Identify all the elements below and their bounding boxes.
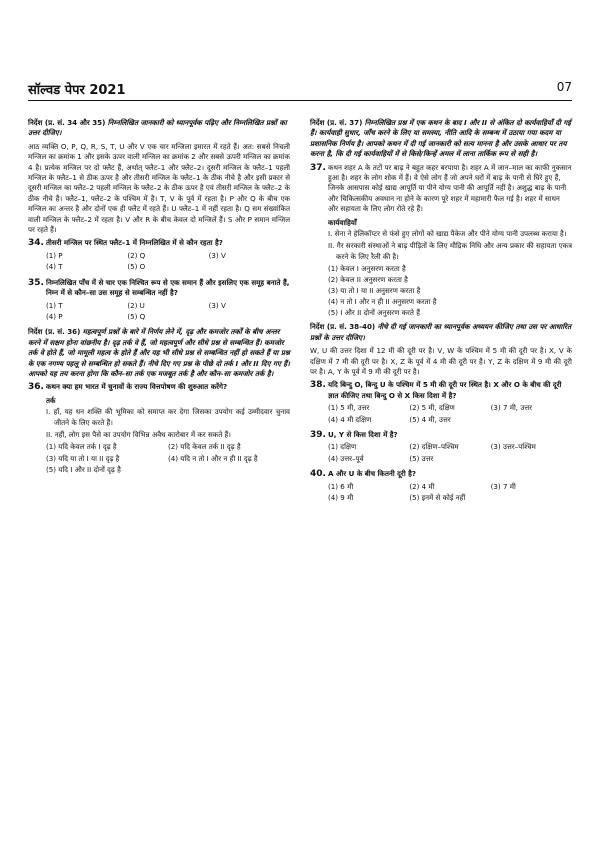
directions-label: निर्देश (प्र. सं. 36) [28,327,81,337]
question-37 [310,163,572,215]
passage-directions: W, U की उत्तर दिशा में 12 मी की दूरी पर है। V, W के पश्चिम में 5 मी की दूरी पर है। X, V के दक्षिण में 7 मी की दूरी पर है। X, Z के पूर्व में 4 मी की दूरी पर है। Y, Z के दक्षिण में 9 मी की दूरी पर है। A, Y के पूर्व में 9 मी की दूरी पर है। [310,346,572,376]
header-rule [28,100,572,101]
question-text: कथन शहर A के तटों पर बाढ़ ने बहुत कहर बरपाया है। शहर A में जान–माल का काफी नुकसान हुआ है। शहर के लोग शोक में हैं। वे ऐसे लोग हैं जो अपने घरों में बाढ़ के पानी से घिरे हुए हैं, जिनके आसपास कोई खाद्य आपूर्ति या पीने योग्य पानी की आपूर्ति नहीं है। अशुद्ध बाढ़ के पानी और चिकित्सकीय अवधान ना होने के कारण पूरे शहर में महामारी फैल गई है। शहर में साधन और सहायता के लिए लोग रोते रहे हैं। [328,162,572,214]
option: (5) उत्तर [409,453,434,463]
option: (1) 5 मी, उत्तर [328,403,370,413]
question-text: A और U के बीच कितनी दूरी है? [328,469,417,479]
options-37 [328,264,572,318]
option: (1) केवल I अनुसरण करता है [328,264,406,274]
question-number: 34. [28,238,44,249]
directions-text: निम्नलिखित जानकारी को ध्यानपूर्वक पढ़िए और निम्नलिखित प्रश्नों का उत्तर दीजिए। [28,118,287,138]
option: (3) उत्तर–पश्चिम [490,442,536,452]
option: (3) V [208,300,226,310]
question-text: तीसरी मन्जिल पर स्थित फ्लैट–1 में निम्नलिखित में से कौन रहता है? [46,238,223,248]
question-38 [310,380,572,401]
directions-text: महत्वपूर्ण प्रश्नों के बारे में निर्णय लेने में, दृढ़ और कमजोर तर्कों के बीच अन्तर करने में सक्षम होना वांछनीय है। दृढ़ तर्क वे हैं, जो महत्वपूर्ण और सीधे प्रश्न से सम्बन्धित हैं। कमजोर तर्क वे होते हैं, जो मामूली महत्व के होते हैं और यह भी सीधे प्रश्न से सम्बन्धित नहीं हो सकते हैं या प्रश्न के एक नगण्य पहलू से सम्बन्धित हो सकते हैं। नीचे दिए गए प्रश्न के पीछे दो तर्क I और II दिए गए हैं। आपको यह तय करना होगा कि कौन–सा तर्क एक मजबूत तर्क है और कौन–सा कमजोर तर्क है। [28,327,290,378]
action: I. सेना ने हेलिकॉप्टर से फंसे हुए लोगों को खाद्य पैकेज और पीने योग्य पानी उपलब्ध कराया है। [328,229,567,239]
option: (5) यदि I और II दोनों दृढ़ है [46,465,121,475]
option: (5) 4 मी, उत्तर [409,414,451,424]
passage-building: आठ व्यक्ति O, P, Q, R, S, T, U और V एक चार मन्जिला इमारत में रहते हैं। अत: सबसे निचली मन्जिल का क्रमांक 1 और इसके ऊपर वाली मन्जिल का क्रमांक 2 और सबसे ऊपरी मन्जिल का क्रमांक 4 है। प्रत्येक मन्जिल पर दो फ्लैट हैं, अर्थात् फ्लैट–1 और फ्लैट–2। दूसरी मन्जिल के फ्लैट–1 पहली मन्जिल के फ्लैट–1 से ठीक ऊपर है और तीसरी मन्जिल के फ्लैट–1 के ठीक नीचे है और इसी प्रकार से दूसरी मन्जिल का फ्लैट–2 पहली मन्जिल के फ्लैट–2 के ठीक ऊपर है एवं तीसरी मन्जिल के फ्लैट–2 के ठीक नीचे है। फ्लैट–1, फ्लैट–2 के पश्चिम में है। T, V के पूर्व में रहता है। P और Q के बीच एक मन्जिल का अन्तर है और दोनों एक ही फ्लैट में रहते हैं। U फ्लैट–1 में नहीं रहता है। Q सम संख्यांकित वाली मन्जिल के फ्लैट–2 में रहता है। V और R के बीच केवल दो मन्जिलें हैं। S और P समान मन्जिल पर रहते हैं। [28,141,290,235]
arguments-label: तर्क [46,395,56,405]
action: II. गैर सरकारी संस्थाओं ने बाढ़ पीड़ितों के लिए मौद्रिक निधि और अन्य प्रकार की सहायता एकत्र करने के लिए रैली की है। [328,241,572,261]
directions-label: निर्देश (प्र. सं. 34 और 35) [28,118,106,127]
option: (1) यदि केवल तर्क I दृढ़ है [46,442,117,452]
directions-36 [28,327,290,379]
option: (4) यदि न तो I और न ही II दृढ़ है [168,453,258,463]
option: (1) P [46,250,63,260]
options-34 [46,251,290,273]
option: (4) T [46,262,63,272]
directions-label: निर्देश (प्र. सं. 38-40) [310,322,376,332]
options-36 [46,442,290,475]
page-number: 07 [556,80,572,94]
directions-text: नीचे दी गई जानकारी का ध्यानपूर्वक अध्ययन कीजिए तथा उस पर आधारित प्रश्नों के उत्तर दीजिए। [310,322,572,342]
question-text: निम्नलिखित पाँच में से चार एक निश्चित रूप से एक समान हैं और इसलिए एक समूह बनाते हैं, निम्न में से कौन–सा उस समूह से सम्बन्धित नहीं है? [46,277,290,298]
question-40 [310,469,572,479]
option: (5) इनमें से कोई नहीं [409,493,466,502]
directions-label: निर्देश (प्र. सं. 37) [310,118,363,127]
option: (5) I और II दोनों अनुसरण करते हैं [328,307,420,317]
option: (3) 7 मी, उत्तर [490,403,533,413]
option: (2) केवल II अनुसरण करता है [328,275,408,285]
option: (4) P [46,311,63,321]
question-text: U, Y से किस दिशा में है? [328,429,398,439]
directions-text: निम्नलिखित प्रश्न में एक कथन के बाद I और II से अंकित दो कार्यवाहियाँ दी गई हैं। कार्यवाही सुधार, जाँच करने के लिए या समस्या, नीति आदि के सम्बन्ध में उठाया गया कदम या प्रशासनिक निर्णय है। आपको कथन में दी गई जानकारी को सत्य मानना है और उसके आधार पर तय करना है, कि दी गई कार्यवाहियों में से किसे/किन्हें अमल में लाना तार्किक रूप से सही है। [310,118,571,159]
option: (2) यदि केवल तर्क II दृढ़ है [168,442,241,452]
option: (5) O [127,262,146,272]
option: (4) 4 मी दक्षिण [328,414,372,424]
question-39 [310,430,572,440]
page-header [28,78,572,100]
option: (1) दक्षिण [328,442,357,452]
question-36 [28,382,290,392]
option: (2) Q [127,250,146,260]
argument: II. नहीं, लोग इस पैसे का उपयोग विभिन्न अवैध कारोबार में कर सकते हैं। [46,429,231,439]
question-number: 39. [310,429,326,440]
directions-34-35 [28,118,290,139]
option: (4) 9 मी [328,493,354,502]
left-column [28,118,290,481]
paper-title: सॉल्वड पेपर 2021 [28,83,126,98]
options-38 [328,403,572,425]
option: (2) 5 मी, दक्षिण [409,403,455,413]
question-34 [28,238,290,248]
question-text: यदि बिन्दु O, बिन्दु U के पश्चिम में 5 मी की दूरी पर स्थित है। X और O के बीच की दूरी ज्ञात कीजिए तथा बिन्दु O से X किस दिशा में है? [328,380,562,400]
argument: I. हाँ, यह धन शक्ति की भूमिका को समाप्त कर देगा जिसका उपयोग कई उम्मीदवार चुनाव जीतने के लिए करते हैं। [46,407,290,427]
option: (1) T [46,300,63,310]
option: (1) 6 मी [328,481,354,491]
question-number: 35. [28,277,44,288]
option: (2) 4 मी [409,481,435,491]
option: (3) 7 मी [490,481,516,491]
option: (3) या तो I या II अनुसरण करता है [328,286,421,296]
directions-38-40 [310,322,572,343]
option: (2) U [127,300,145,310]
option: (3) V [208,250,226,260]
right-column [310,118,572,508]
options-35 [46,301,290,323]
question-35 [28,278,290,299]
question-number: 36. [28,382,44,393]
option: (4) न तो I और न ही II अनुसरण करता है [328,297,437,306]
options-40 [328,482,572,504]
option: (4) उत्तर–पूर्व [328,453,364,463]
question-number: 38. [310,380,326,391]
actions-label: कार्यवाहियाँ [328,217,357,227]
question-text: कथन क्या हम भारत में चुनावों के राज्य वित्तपोषण की शुरुआत करेंगे? [46,382,228,392]
question-number: 37. [310,162,326,173]
question-number: 40. [310,469,326,480]
option: (2) दक्षिण–पश्चिम [409,442,459,452]
option: (3) यदि या तो I या II दृढ़ है [46,453,120,463]
options-39 [328,442,572,464]
option: (5) Q [127,311,146,321]
directions-37 [310,118,572,160]
